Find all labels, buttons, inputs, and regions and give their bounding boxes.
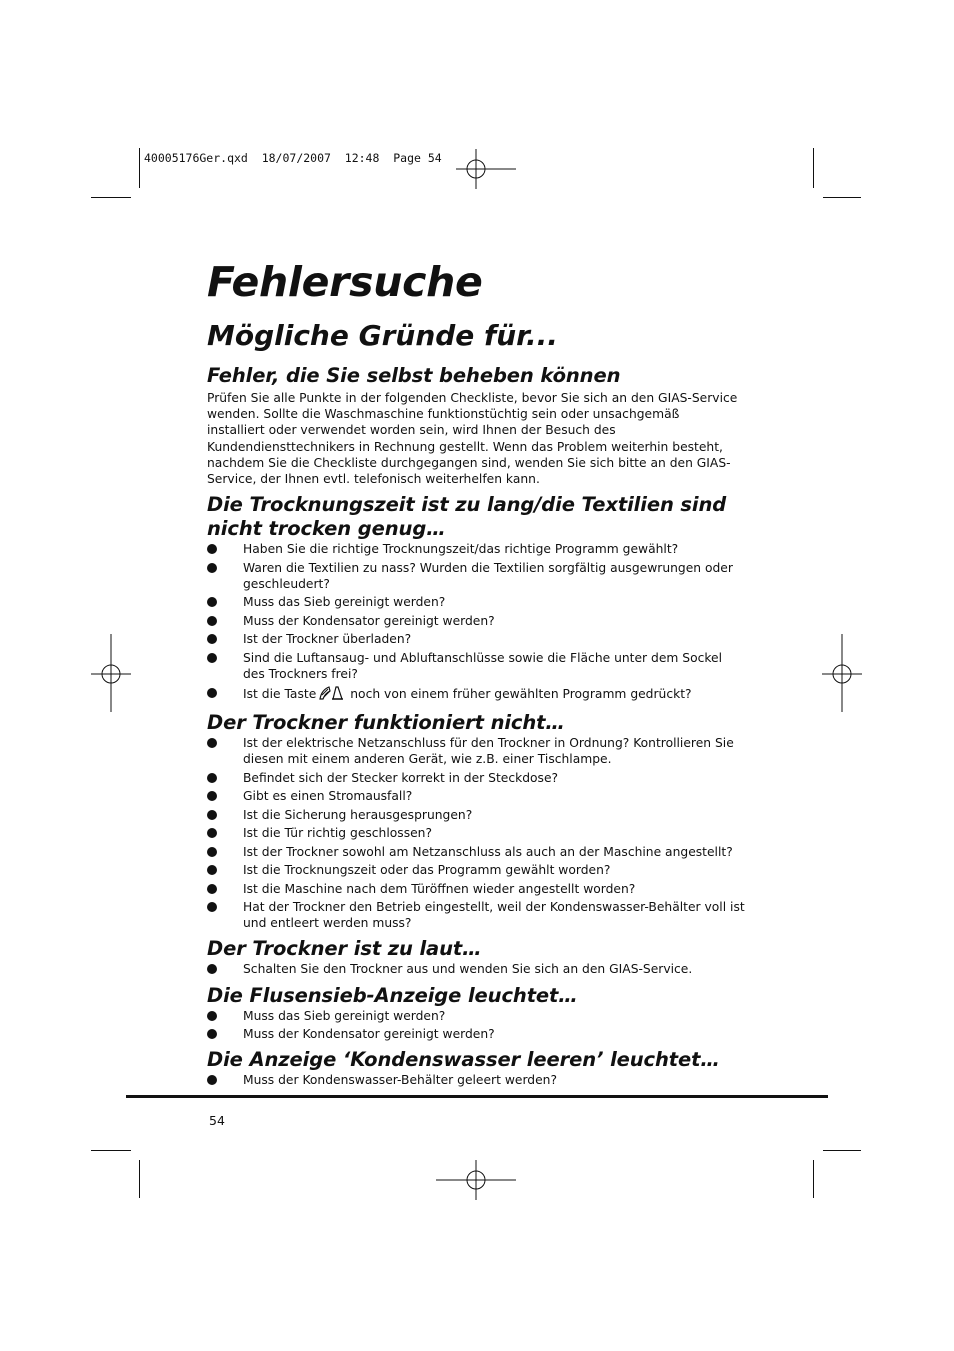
bullet-icon [207, 563, 217, 573]
list-item: Muss der Kondensator gereinigt werden? [207, 1026, 747, 1042]
list-item: Ist die Maschine nach dem Türöffnen wieder angestellt worden? [207, 881, 747, 897]
print-slug: 40005176Ger.qxd 18/07/2007 12:48 Page 54 [144, 151, 442, 165]
page-title: Fehlersuche [207, 258, 483, 306]
section-heading: Die Flusensieb-Anzeige leuchtet… [207, 983, 578, 1007]
checklist [207, 735, 747, 932]
bullet-icon [207, 1029, 217, 1039]
crop-mark [823, 1150, 861, 1151]
checklist [207, 541, 747, 705]
section-drying-time [207, 493, 747, 705]
registration-mark-bottom [436, 1160, 476, 1200]
bullet-icon [207, 964, 217, 974]
list-item: Gibt es einen Stromausfall? [207, 788, 747, 804]
list-item: Ist die Taste noch von einem früher gewählten Programm gedrückt? [207, 685, 747, 705]
bullet-icon [207, 773, 217, 783]
page-content [207, 256, 747, 1091]
bullet-icon [207, 865, 217, 875]
registration-mark-left [91, 634, 131, 712]
crop-mark [139, 1160, 140, 1198]
section-lint-filter [207, 984, 747, 1043]
page-subtitle: Mögliche Gründe für... [207, 319, 558, 352]
crop-mark [91, 1150, 131, 1151]
list-item: Befindet sich der Stecker korrekt in der Steckdose? [207, 770, 747, 786]
registration-mark-top [456, 149, 496, 189]
bullet-icon [207, 902, 217, 912]
bullet-icon [207, 616, 217, 626]
list-item: Muss das Sieb gereinigt werden? [207, 594, 747, 610]
checklist [207, 1008, 747, 1043]
footer-rule [126, 1095, 828, 1098]
bullet-icon [207, 688, 217, 698]
checklist [207, 961, 747, 977]
list-item: Schalten Sie den Trockner aus und wenden Sie sich an den GIAS-Service. [207, 961, 747, 977]
crop-mark [139, 148, 140, 188]
bullet-icon [207, 597, 217, 607]
page-number: 54 [209, 1113, 225, 1128]
bullet-icon [207, 634, 217, 644]
list-item: Ist der Trockner sowohl am Netzanschluss als auch an der Maschine angestellt? [207, 844, 747, 860]
section-heading: Der Trockner funktioniert nicht… [207, 710, 565, 734]
list-item: Ist der elektrische Netzanschluss für den Trockner in Ordnung? Kontrollieren Sie diesen mit einem anderen Gerät, wie z.B. einer Tischlampe. [207, 735, 747, 767]
section-not-working [207, 711, 747, 932]
section-heading: Fehler, die Sie selbst beheben können [207, 364, 621, 387]
list-item: Waren die Textilien zu nass? Wurden die Textilien sorgfältig ausgewrungen oder geschleudert? [207, 560, 747, 592]
list-item: Ist der Trockner überladen? [207, 631, 747, 647]
section-heading: Die Anzeige ‘Kondenswasser leeren’ leuchtet… [207, 1048, 720, 1072]
iron-icon [318, 685, 344, 705]
bullet-icon [207, 828, 217, 838]
bullet-icon [207, 847, 217, 857]
list-item: Hat der Trockner den Betrieb eingestellt, weil der Kondenswasser-Behälter voll ist und entleert werden muss? [207, 899, 747, 931]
bullet-icon [207, 1075, 217, 1085]
list-item: Muss der Kondenswasser-Behälter geleert werden? [207, 1072, 747, 1088]
section-too-loud [207, 937, 747, 977]
list-item: Ist die Sicherung herausgesprungen? [207, 807, 747, 823]
bullet-icon [207, 884, 217, 894]
intro-paragraph: Prüfen Sie alle Punkte in der folgenden Checkliste, bevor Sie sich an den GIAS-Service wenden. Sollte die Waschmaschine funktionstüchtig sein oder unsachgemäß installiert oder verwendet worden sein, wird Ihnen der Besuch des Kundendiensttechnikers in Rechnung gestellt. Wenn das Problem weiterhin besteht, nachdem Sie die Checkliste durchgegangen sind, wenden Sie sich bitte an den GIAS-Service, der Ihnen evtl. telefonisch weiterhelfen kann. [207, 391, 738, 487]
checklist [207, 1072, 747, 1088]
list-item: Ist die Tür richtig geschlossen? [207, 825, 747, 841]
list-item: Muss der Kondensator gereinigt werden? [207, 613, 747, 629]
bullet-icon [207, 810, 217, 820]
list-item: Muss das Sieb gereinigt werden? [207, 1008, 747, 1024]
bullet-icon [207, 1011, 217, 1021]
crop-mark [91, 197, 131, 198]
registration-mark-right [822, 634, 862, 712]
bullet-icon [207, 544, 217, 554]
crop-mark [823, 197, 861, 198]
bullet-icon [207, 791, 217, 801]
section-heading: Der Trockner ist zu laut… [207, 937, 482, 961]
section-self-fix [207, 364, 747, 487]
crop-mark [813, 1160, 814, 1198]
section-heading: Die Trocknungszeit ist zu lang/die Textilien sind nicht trocken genug… [207, 493, 727, 541]
list-item: Sind die Luftansaug- und Abluftanschlüsse sowie die Fläche unter dem Sockel des Trockners frei? [207, 650, 747, 682]
list-item: Ist die Trocknungszeit oder das Programm gewählt worden? [207, 862, 747, 878]
crop-mark [813, 148, 814, 188]
bullet-icon [207, 738, 217, 748]
bullet-icon [207, 653, 217, 663]
section-condensate [207, 1048, 747, 1088]
list-item: Haben Sie die richtige Trocknungszeit/das richtige Programm gewählt? [207, 541, 747, 557]
